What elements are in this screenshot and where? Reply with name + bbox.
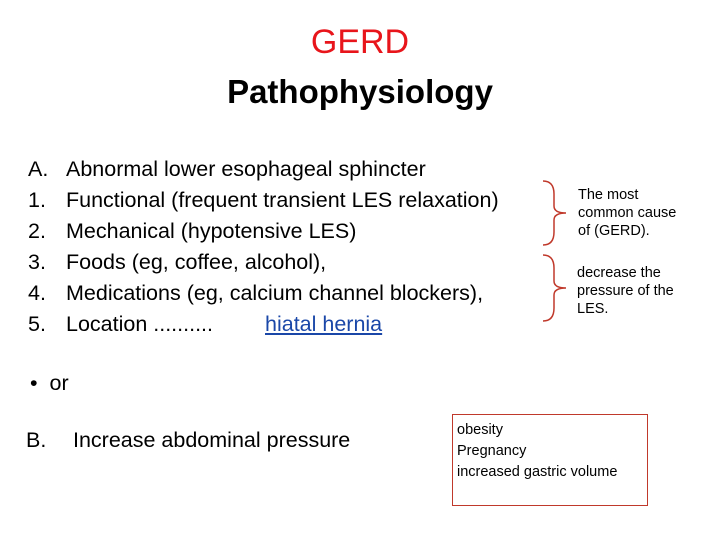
list-marker: A. xyxy=(28,157,49,181)
bracket-cause xyxy=(540,178,570,248)
hiatal-hernia-link[interactable]: hiatal hernia xyxy=(265,312,383,336)
factor-item: Pregnancy xyxy=(457,443,527,459)
list-text: Foods (eg, coffee, alcohol), xyxy=(66,250,327,274)
list-marker: B. xyxy=(26,428,47,452)
list-text: Mechanical (hypotensive LES) xyxy=(66,219,357,243)
factor-item: increased gastric volume xyxy=(457,464,618,480)
list-marker: 4. xyxy=(28,281,46,305)
list-marker: 3. xyxy=(28,250,46,274)
list-text: Increase abdominal pressure xyxy=(73,428,351,452)
list-text: Functional (frequent transient LES relaxation) xyxy=(66,188,499,212)
pressure-factors-box xyxy=(452,414,648,506)
list-item-b xyxy=(26,425,350,455)
list-text: Abnormal lower esophageal sphincter xyxy=(66,157,426,181)
list-marker: 2. xyxy=(28,219,46,243)
list-item xyxy=(28,185,499,216)
list-item xyxy=(28,247,499,278)
slide-title: GERD xyxy=(310,23,410,61)
note-decrease-pressure: decrease the pressure of the LES. xyxy=(577,265,674,317)
list-item xyxy=(28,154,499,185)
list-marker: 5. xyxy=(28,312,46,336)
list-marker: 1. xyxy=(28,188,46,212)
list-item xyxy=(28,278,499,309)
list-text: Medications (eg, calcium channel blockers), xyxy=(66,281,484,305)
note-common-cause: The most common cause of (GERD). xyxy=(578,187,677,239)
bracket-decrease xyxy=(540,252,570,324)
factor-item: obesity xyxy=(457,422,503,438)
list-item xyxy=(28,216,499,247)
slide-subtitle: Pathophysiology xyxy=(227,73,493,110)
list-item xyxy=(28,309,499,340)
bullet-dot-icon: • xyxy=(30,371,38,395)
list-text: Location .......... xyxy=(66,312,213,336)
mechanism-list xyxy=(28,154,499,340)
bullet-or: • or xyxy=(30,371,69,395)
